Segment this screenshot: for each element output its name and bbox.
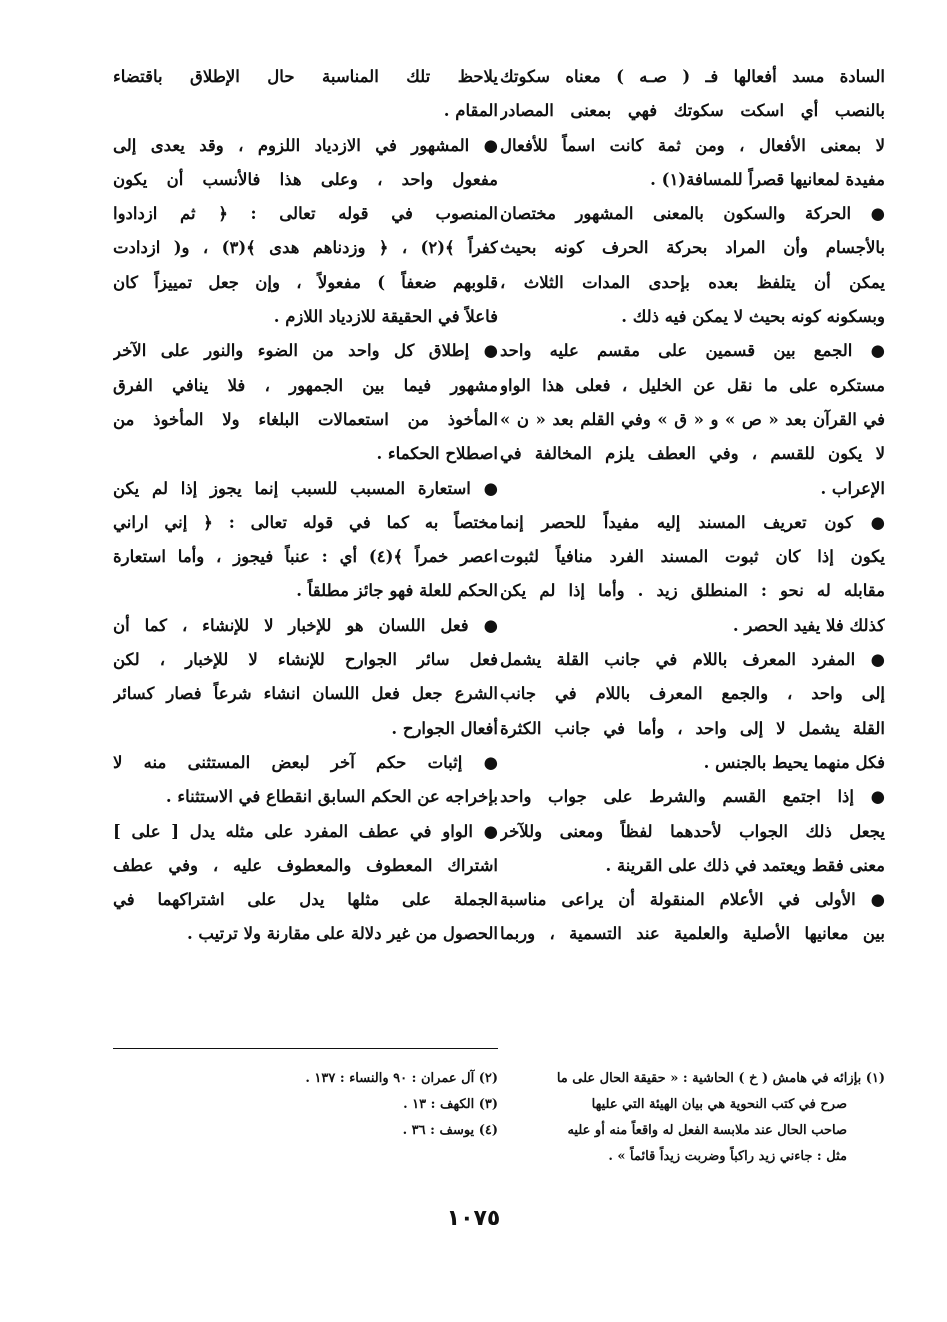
text-line: فكل منهما يحيط بالجنس . [703, 752, 885, 772]
text-line: ● إذا اجتمع القسم والشرط على جواب واحد [500, 787, 885, 807]
text-line: مختصاً به كما في قوله تعالى : ﴿ إني اراني [113, 512, 498, 532]
footnote-line: مثل : جاءني زيد راكباً وضربت زيداً قائماً » . [608, 1149, 847, 1164]
text-column-left [113, 60, 498, 952]
text-line: فعل سائر الجوارح للإنشاء لا للإخبار ، لكن [113, 650, 498, 670]
text-line: مفعول واحد ، وعلى هذا فالأنسب أن يكون [113, 169, 498, 189]
text-line: يلاحظ تلك المناسبة حال الإطلاق باقتضاء [113, 67, 498, 86]
text-line: القلة يشمل لا إلى واحد ، وأما في جانب الكثرة [500, 718, 885, 738]
text-line: ● استعارة المسبب للسبب إنما يجوز إذا لم يكن [113, 478, 498, 498]
text-line: يمكن أن يتلفظ بعده بإحدى المدات الثلاث ، [500, 272, 885, 292]
text-line: إلى واحد ، والجمع المعرف باللام في جانب [500, 684, 885, 704]
text-column-right [500, 60, 885, 952]
text-line: كذلك فلا يفيد الحصر . [732, 615, 885, 635]
text-line: الجملة على مثلها يدل على اشتراكهما في [113, 890, 498, 910]
footnote-line: صرح في كتب النحوية هي بيان الهيئة التي عليها [591, 1097, 847, 1112]
text-line: السادة مسد أفعالها فـ ( صـه ) معناه سكوتك [500, 67, 885, 86]
text-line: الحكم للعلة فهو جائز مطلقاً . [296, 581, 498, 601]
text-line: مقابله له نحو : المنطلق زيد . وأما إذا لم يكن [500, 581, 885, 601]
text-line: ● كون تعريف المسند إليه مفيداً للحصر إنما [500, 512, 885, 532]
text-line: يكون إذا كان ثبوت المسند الفرد منافياً لثبوت [500, 547, 885, 567]
footnotes-right [500, 1066, 885, 1170]
page-number: ١٠٧٥ [446, 1206, 501, 1231]
text-line: مشهور فيما بين الجمهور ، فلا ينافي الفرق [113, 375, 498, 395]
footnote-line: (١) بإزائه في هامش ( خ ) الحاشية : « حقيقة الحال على ما [556, 1071, 885, 1086]
text-line: لا بمعنى الأفعال ، ومن ثمة كانت اسماً للأفعال [500, 135, 885, 155]
text-line: يجعل ذلك الجواب لأحدهما لفظاً ومعنى وللآخر [500, 821, 885, 841]
text-line: بإخراجه عن الحكم السابق انقطاع في الاستثناء . [165, 787, 498, 807]
text-line: مفيدة لمعانيها قصراً للمسافة(١) . [650, 169, 885, 189]
text-line: كفراً ﴾(٢) ، ﴿ وزدناهم هدى ﴾(٣) ، و( ازدادت [113, 238, 498, 258]
text-line: المأخوذ من استعمالات البلغاء ولا المأخوذ من [113, 409, 498, 429]
text-line: ● المشهور في الازدياد اللزوم ، وقد يعدى إلى [113, 135, 498, 155]
footnotes-left [113, 1066, 498, 1144]
text-line: اشتراك المعطوف والمعطوف عليه ، وفي عطف [113, 855, 498, 875]
text-line: الإعراب . [820, 478, 885, 498]
text-line: ● الواو في عطف المفرد على مثله يدل [ على ] [113, 821, 498, 841]
text-line: اصطلاح الحكماء . [376, 444, 498, 464]
text-line: ● المفرد المعرف باللام في جانب القلة يشمل [500, 650, 885, 670]
footnote-divider [113, 1048, 498, 1049]
text-line: مستكره على ما نقل عن الخليل ، فعلى هذا الواو [500, 375, 885, 395]
text-line: ● فعل اللسان هو للإخبار لا للإنشاء ، كما أن [113, 615, 498, 635]
text-line: لا يكون للقسم ، وفي العطف يلزم المخالفة في [500, 444, 885, 464]
text-line: ● الجمع بين قسمين على مقسم عليه واحد [500, 341, 885, 361]
text-line: بالأجسام وأن المراد بحركة الحرف كونه بحيث [500, 238, 885, 258]
footnote-line: (٢) آل عمران : ٩٠ والنساء : ١٣٧ . [305, 1071, 498, 1086]
footnote-line: (٤) يوسف : ٣٦ . [402, 1123, 498, 1138]
text-line: الشرع جعل فعل اللسان انشاء شرعاً فصار كسائر [113, 684, 498, 704]
text-line: أفعال الجوارح . [391, 718, 498, 738]
footnote-line: (٣) الكهف : ١٣ . [403, 1097, 498, 1112]
text-line: فاعلاً في الحقيقة للازدياد اللازم . [273, 307, 498, 327]
text-line: معنى فقط ويعتمد في ذلك على القرينة . [605, 855, 885, 875]
text-line: بين معانيها الأصلية والعلمية عند التسمية ، وربما [500, 924, 885, 944]
text-line: المقام . [443, 101, 498, 121]
text-line: المنصوب في قوله تعالى : ﴿ ثم ازدادوا [113, 204, 498, 224]
text-line: في القرآن بعد « ص » و « ق » وفي القلم بعد « ن » [500, 409, 885, 429]
text-line: الحصول من غير دلالة على مقارنة ولا ترتيب . [186, 924, 498, 944]
text-line: بالنصب أي اسكت سكوتك فهي بمعنى المصادر [500, 101, 885, 121]
footnote-line: صاحب الحال عند ملابسة الفعل له واقعاً منه أو عليه [567, 1123, 847, 1138]
text-line: ● إثبات حكم آخر لبعض المستثنى منه لا [113, 752, 498, 772]
text-line: ● إطلاق كل واحد من الضوء والنور على الآخر [113, 341, 498, 361]
text-line: قلوبهم ضعفاً ) مفعولاً ، وإن جعل تمييزاً كان [113, 272, 498, 292]
text-line: ● الأولى في الأعلام المنقولة أن يراعى مناسبة [500, 890, 885, 910]
text-line: ● الحركة والسكون بالمعنى المشهور مختصان [500, 204, 885, 224]
text-line: وبسكونه كونه بحيث لا يمكن فيه ذلك . [621, 307, 885, 327]
text-line: اعصر خمراً ﴾(٤) أي : عنباً فيجوز ، وأما استعارة [113, 547, 498, 567]
